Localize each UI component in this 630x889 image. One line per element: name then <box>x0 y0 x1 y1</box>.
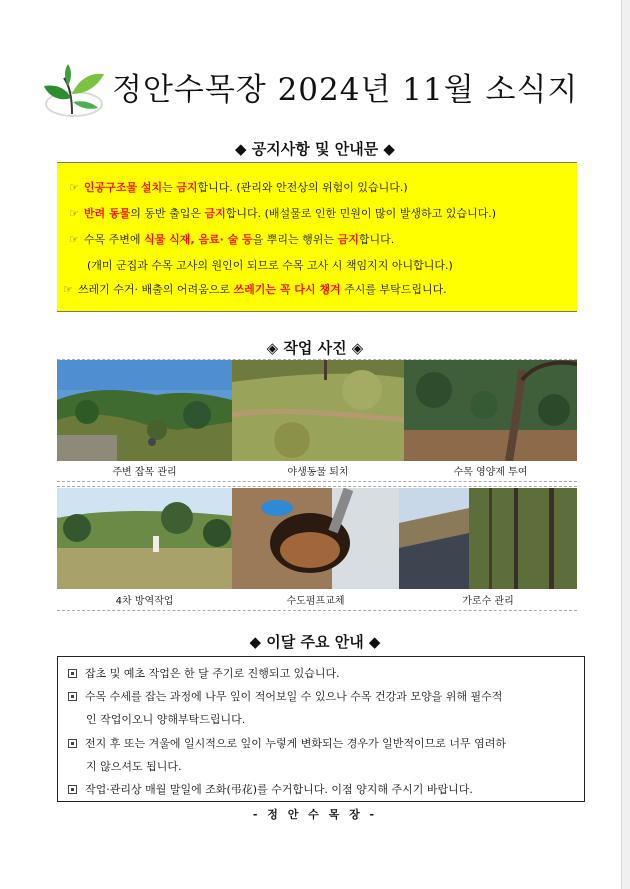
guide-line: 작업·관리상 매월 말일에 조화(弔花)를 수거합니다. 이점 양지해 주시기 바랍니다. <box>68 781 473 797</box>
pine-garden-photo <box>57 488 232 589</box>
grass-field-photo <box>232 360 404 461</box>
pine-tree-photo <box>404 360 577 461</box>
newsletter-title: 정안수목장 2024년 11월 소식지 <box>112 72 579 108</box>
guide-heading: ◆ 이달 주요 안내 ◆ <box>249 633 381 651</box>
guide-line: 수목 수세를 잡는 과정에 나무 잎이 적어보일 수 있으나 수목 건강과 모양을 위해 필수적 <box>68 688 502 704</box>
guide-line-continued: 지 않으셔도 됩니다. <box>86 760 182 773</box>
checkbox-bullet-icon <box>68 669 77 678</box>
photos-mid-divider <box>57 486 577 487</box>
photos-heading: ◈ 작업 사진 ◈ <box>266 339 364 357</box>
checkbox-bullet-icon <box>68 785 77 794</box>
checkbox-bullet-icon <box>68 692 77 701</box>
guide-line-continued: 인 작업이오니 양해부탁드립니다. <box>86 713 246 726</box>
notice-heading: ◆ 공지사항 및 안내문 ◆ <box>235 140 395 158</box>
guide-box <box>57 656 585 802</box>
notice-line-2: ☞ 반려 동물의 동반 출입은 금지합니다. (배설물로 인한 민원이 많이 발생하고 있습니다.) <box>69 207 497 220</box>
notice-line-1: ☞ 인공구조물 설치는 금지합니다. (관리와 안전상의 위험이 있습니다.) <box>69 181 408 194</box>
roadside-trees-photo <box>399 488 577 589</box>
leaf-logo-icon <box>42 64 106 122</box>
caption-row-2 <box>57 590 577 611</box>
notice-line-4: ☞ 쓰레기 수거· 배출의 어려움으로 쓰레기는 꼭 다시 챙겨 주시를 부탁드립니다. <box>63 283 447 296</box>
notice-box <box>57 162 577 312</box>
photo-row-1 <box>57 360 577 461</box>
checkbox-bullet-icon <box>68 739 77 748</box>
page-edge <box>621 0 630 889</box>
photo-row-2 <box>57 488 577 589</box>
notice-line-3-note: (개미 군집과 수목 고사의 원인이 되므로 수목 고사 시 책임지지 아니합니다.) <box>87 259 453 272</box>
water-pump-photo <box>232 488 399 589</box>
photo-caption: 수도펌프교체 <box>286 596 345 607</box>
photo-caption: 야생동물 퇴치 <box>287 467 349 478</box>
pointing-hand-icon: ☞ <box>69 207 79 220</box>
photo-caption: 주변 잡목 관리 <box>112 467 177 478</box>
pointing-hand-icon: ☞ <box>69 181 79 194</box>
pointing-hand-icon: ☞ <box>69 233 79 246</box>
notice-line-3: ☞ 수목 주변에 식물 식재, 음료· 술 등을 뿌리는 행위는 금지합니다. <box>69 233 395 246</box>
pointing-hand-icon: ☞ <box>63 283 73 296</box>
hillside-shrubs-photo <box>57 360 232 461</box>
footer-signature: - 정 안 수 목 장 - <box>252 808 378 821</box>
photo-caption: 4차 방역작업 <box>115 596 174 607</box>
caption-row-1 <box>57 461 577 482</box>
photo-caption: 가로수 관리 <box>462 596 514 607</box>
guide-line: 전지 후 또는 겨울에 일시적으로 잎이 누렇게 변화되는 경우가 일반적이므로 너무 염려하 <box>68 735 506 751</box>
photo-caption: 수목 영양제 투여 <box>453 467 528 478</box>
guide-line: 잡초 및 예초 작업은 한 달 주기로 진행되고 있습니다. <box>68 665 340 681</box>
